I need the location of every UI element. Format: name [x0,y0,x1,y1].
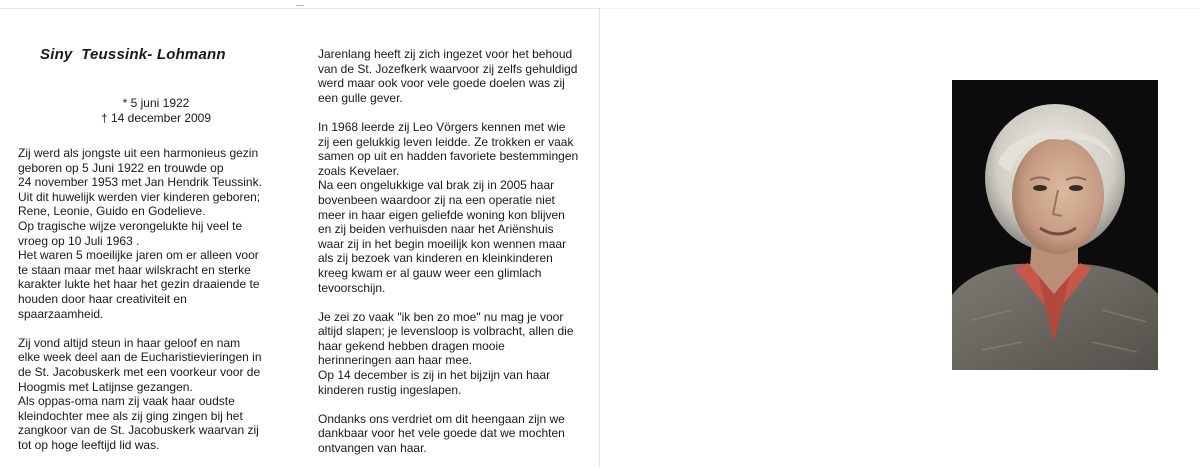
text-column-right [318,47,598,470]
paragraph: In 1968 leerde zij Leo Vörgers kennen met wie zij een gelukkig leven leidde. Ze trokken er vaak samen op uit en hadden favoriete bestemmingen zoals Kevelaer. Na een ongelukkige val brak zij in 2005 haar bovenbeen waardoor zij na een operatie niet meer in haar eigen geliefde woning kon blijven en zij beiden verhuisden naar het Ariënshuis waar zij in het begin moeilijk kon wennen maar als zij bezoek van kinderen en kleinkinderen kreeg kwam er al gauw weer een glimlach tevoorschijn. [318,119,579,295]
portrait-photo-icon [952,80,1158,370]
life-dates [86,96,226,125]
death-date: † 14 december 2009 [100,110,212,125]
deceased-name: Siny Teussink- Lohmann [40,46,226,63]
portrait-photo [952,80,1158,370]
fold-mark [296,0,304,6]
paragraph: Jarenlang heeft zij zich ingezet voor het behoud van de St. Jozefkerk waarvoor zij zelfs gehuldigd werd maar ook voor vele goede doelen was zij een gulle gever. [318,47,578,105]
paragraph: Zij vond altijd steun in haar geloof en nam elke week deel aan de Eucharistievieringen in de St. Jacobuskerk met een voorkeur voor de Hoogmis met Latijnse gezangen. Als oppas-oma nam zij vaak haar oudste kleindochter mee als zij ging zingen bij het zangkoor van de St. Jacobuskerk waarvan zij tot op hoge leeftijd lid was. [18,335,262,452]
paragraph: Zij werd als jongste uit een harmonieus gezin geboren op 5 Juni 1922 en trouwde op 24 november 1953 met Jan Hendrik Teussink. Uit dit huwelijk werden vier kinderen geboren; Rene, Leonie, Guido en Godelieve. Op tragische wijze verongelukte hij veel te vroeg op 10 Juli 1963 . Het waren 5 moeilijke jaren om er alleen voor te staan maar met haar wilskracht en sterke karakter lukte het haar het gezin draaiende te houden door haar creativiteit en spaarzaamheid. [18,146,262,321]
text-column-left [18,146,300,467]
paragraph: Ondanks ons verdriet om dit heengaan zijn we dankbaar voor het vele goede dat we mochten ontvangen van haar. [318,411,565,456]
paragraph: Je zei zo vaak "ik ben zo moe" nu mag je voor altijd slapen; je levensloop is volbracht, allen die haar gekend hebben dragen mooie herinneringen aan haar mee. Op 14 december is zij in het bijzijn van haar kinderen rustig ingeslapen. [318,309,574,397]
birth-date: * 5 juni 1922 [122,96,190,110]
